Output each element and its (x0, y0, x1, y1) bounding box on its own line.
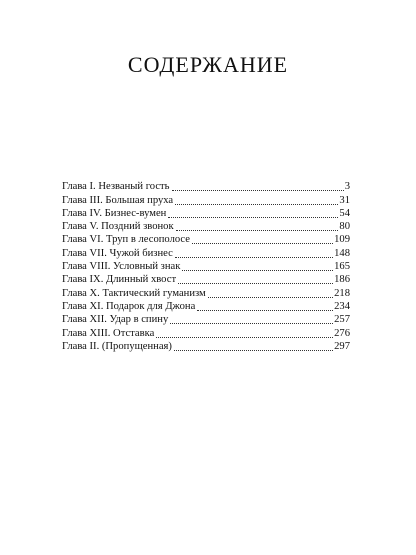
toc-dot-leader (176, 220, 339, 231)
toc-entry-page: 3 (344, 181, 350, 193)
toc-entry-title: Глава X. Тактический гуманизм (62, 287, 206, 299)
toc-dot-leader (178, 273, 333, 284)
toc-entry-page: 31 (339, 194, 350, 206)
toc-dot-leader (156, 327, 333, 338)
toc-entry-page: 80 (339, 221, 350, 233)
toc-entry-page: 54 (339, 207, 350, 219)
toc-dot-leader (182, 260, 333, 271)
toc-entry-title: Глава XIII. Отставка (62, 327, 155, 339)
toc-entry-title: Глава VIII. Условный знак (62, 261, 181, 273)
toc-entry-title: Глава IV. Бизнес-вумен (62, 207, 167, 219)
toc-entry-page: 109 (334, 234, 350, 246)
toc-entry (62, 273, 350, 286)
toc-entry (62, 207, 350, 220)
toc-entry (62, 220, 350, 233)
toc-entry-title: Глава VI. Труп в лесополосе (62, 234, 190, 246)
toc-entry-page: 218 (334, 287, 350, 299)
toc-entry (62, 300, 350, 313)
toc-entry-title: Глава I. Незваный гость (62, 181, 170, 193)
toc-entry-page: 148 (334, 247, 350, 259)
toc-entry (62, 340, 350, 353)
toc-entry-page: 257 (334, 314, 350, 326)
toc-dot-leader (175, 194, 338, 205)
table-of-contents (62, 180, 350, 353)
toc-dot-leader (197, 300, 333, 311)
toc-dot-leader (170, 313, 333, 324)
toc-entry (62, 246, 350, 259)
toc-entry (62, 313, 350, 326)
toc-entry-title: Глава VII. Чужой бизнес (62, 247, 173, 259)
toc-dot-leader (192, 233, 333, 244)
toc-dot-leader (175, 247, 333, 258)
toc-entry-page: 276 (334, 327, 350, 339)
toc-dot-leader (208, 287, 333, 298)
toc-entry-title: Глава III. Большая пруха (62, 194, 174, 206)
toc-entry (62, 180, 350, 193)
toc-entry-page: 165 (334, 261, 350, 273)
toc-dot-leader (172, 180, 344, 191)
toc-entry-page: 234 (334, 300, 350, 312)
toc-entry (62, 286, 350, 299)
toc-entry-title: Глава II. (Пропущенная) (62, 340, 172, 352)
toc-entry-page: 186 (334, 274, 350, 286)
toc-entry-title: Глава XI. Подарок для Джона (62, 300, 196, 312)
toc-dot-leader (168, 207, 338, 218)
toc-entry (62, 260, 350, 273)
contents-heading: СОДЕРЖАНИЕ (127, 52, 289, 77)
toc-entry-page: 297 (334, 340, 350, 352)
toc-entry (62, 326, 350, 339)
toc-dot-leader (174, 340, 333, 351)
toc-entry (62, 193, 350, 206)
toc-entry-title: Глава V. Поздний звонок (62, 221, 174, 233)
toc-entry-title: Глава XII. Удар в спину (62, 314, 169, 326)
toc-entry-title: Глава IX. Длинный хвост (62, 274, 177, 286)
toc-entry (62, 233, 350, 246)
